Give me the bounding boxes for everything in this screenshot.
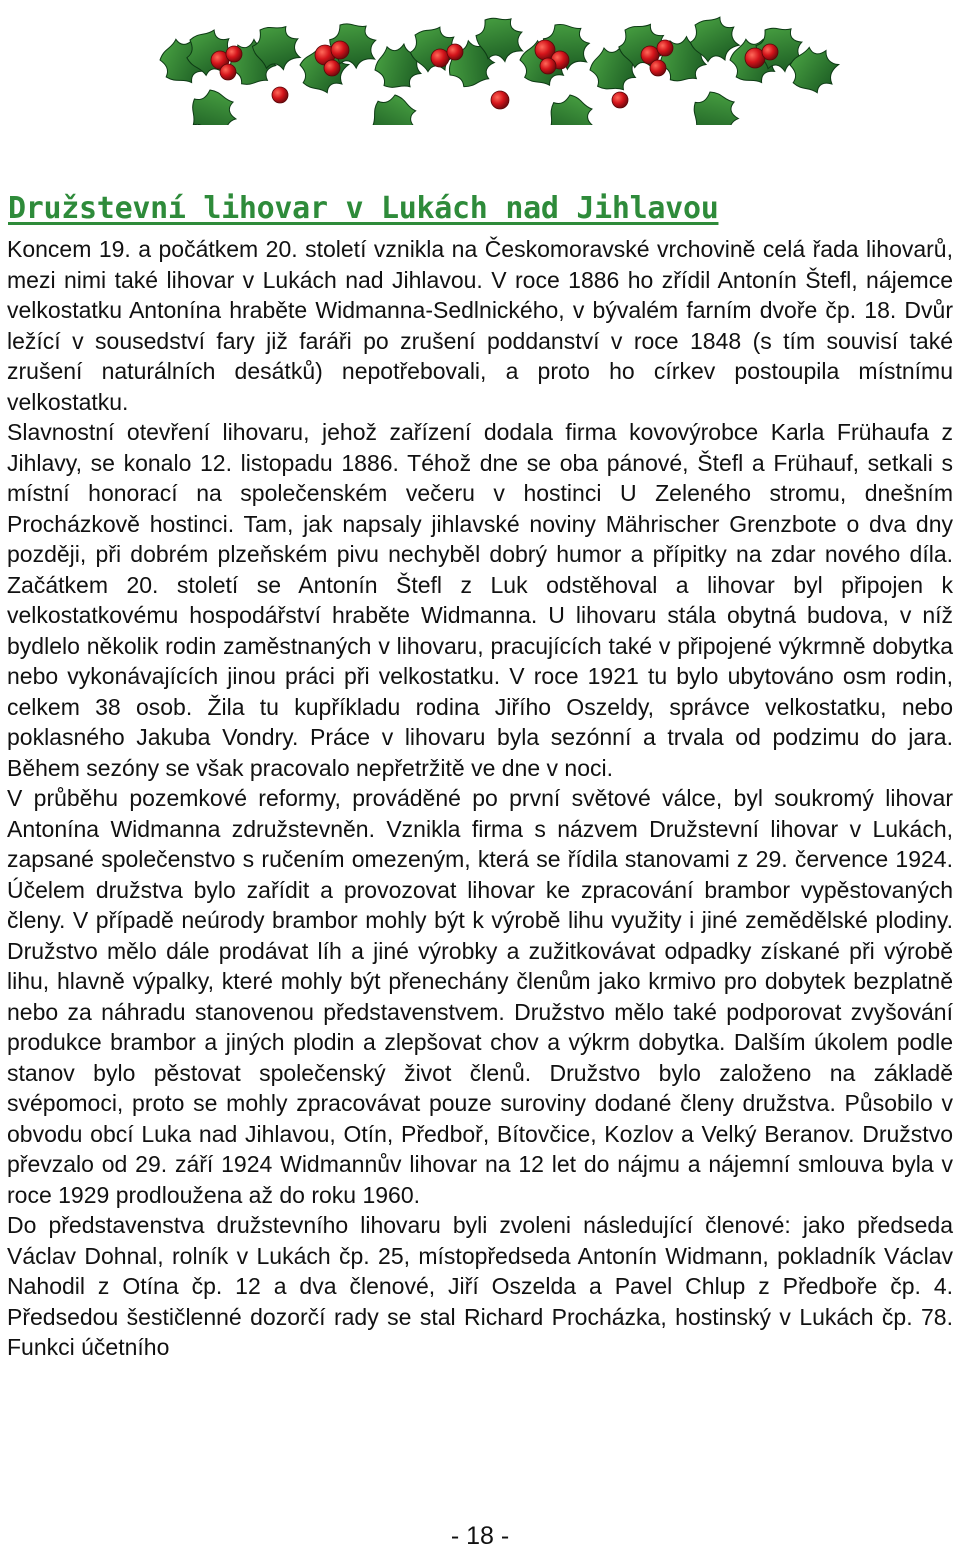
page-number: - 18 - [450,1522,510,1550]
page-title: Družstevní lihovar v Lukách nad Jihlavou [8,191,719,226]
paragraph: Slavnostní otevření lihovaru, jehož zařízení dodala firma kovovýrobce Karla Frühaufa z Jihlavy, se konalo 12. listopadu 1886. Téhož dne se oba pánové, Štefl a Frühauf, setkali s místní honorací na společenském večeru v hostinci U Zeleného stromu, dnešním Procházkově hostinci. Tam, jak napsaly jihlavské noviny Mährischer Grenzbote o dva dny později, při dobrém plzeňském pivu nechyběl dobrý humor a přípitky na zdar nového díla. Začátkem 20. století se Antonín Štefl z Luk odstěhoval a lihovar byl připojen k velkostatkovému hospodářství hraběte Widmanna. U lihovaru stála obytná budova, v níž bydlelo několik rodin zaměstnaných v lihovaru, pracujících také v připojené výkrmně dobytka nebo vykonávajících jinou práci při velkostatku. V roce 1921 tu bylo ubytováno osm rodin, celkem 38 osob. Žila tu kupříkladu rodina Jiřího Oszeldy, správce velkostatku, nebo poklasného Jakuba Vondry. Práce v lihovaru byla sezónní a trvala od podzimu do jara. Během sezóny se však pracovalo nepřetržitě ve dne v noci. [7,419,953,781]
paragraph: Koncem 19. a počátkem 20. století vznikla na Českomoravské vrchovině celá řada lihovarů, mezi nimi také lihovar v Lukách nad Jihlavou. V roce 1886 ho zřídil Antonín Štefl, nájemce velkostatku Antonína hraběte Widmanna-Sedlnického, v bývalém farním dvoře čp. 18. Dvůr ležící v sousedství fary již faráři po zrušení poddanství v roce 1848 (s tím souvisí také zrušení naturálních desátků) nepotřebovali, a proto ho církev postoupila místnímu velkostatku. [7,236,953,415]
paragraph: Do představenstva družstevního lihovaru byli zvoleni následující členové: jako předseda Václav Dohnal, rolník v Lukách čp. 25, místopředseda Antonín Widmann, pokladník Václav Nahodil z Otína čp. 12 a dva členové, Jiří Oszelda a Pavel Chlup z Předboře čp. 4. Předsedou šestičlenné dozorčí rady se stal Richard Procházka, hostinský v Lukách čp. 78. Funkci účetního [7,1212,953,1360]
article-body [7,234,953,1363]
holly-garland-icon [150,0,840,125]
paragraph: V průběhu pozemkové reformy, prováděné po první světové válce, byl soukromý lihovar Antonína Widmanna združstevněn. Vznikla firma s názvem Družstevní lihovar v Lukách, zapsané společenstvo s ručením omezeným, která se řídila stanovami z 29. července 1924. Účelem družstva bylo zařídit a provozovat lihovar ke zpracování brambor vypěstovaných členy. V případě neúrody brambor mohly být k výrobě lihu využity i jiné zemědělské plodiny. Družstvo mělo dále prodávat líh a jiné výrobky a zužitkovávat odpadky získané při výrobě lihu, hlavně výpalky, které mohly být přenechány členům jako krmivo pro dobytek bezplatně nebo za náhradu stanovenou představenstvem. Družstvo mělo také podporovat zvyšování produkce brambor a jiných plodin a zlepšovat chov a výkrm dobytka. Dalším úkolem podle stanov bylo pěstovat společenský život členů. Družstvo bylo založeno na základě svépomoci, proto se mohly zpracovávat pouze suroviny dodané členy družstva. Působilo v obvodu obcí Luka nad Jihlavou, Otín, Předboř, Bítovčice, Kozlov a Velký Beranov. Družstvo převzalo od 29. září 1924 Widmannův lihovar na 12 let do nájmu a nájemní smlouva byla v roce 1929 prodloužena až do roku 1960. [7,785,953,1208]
